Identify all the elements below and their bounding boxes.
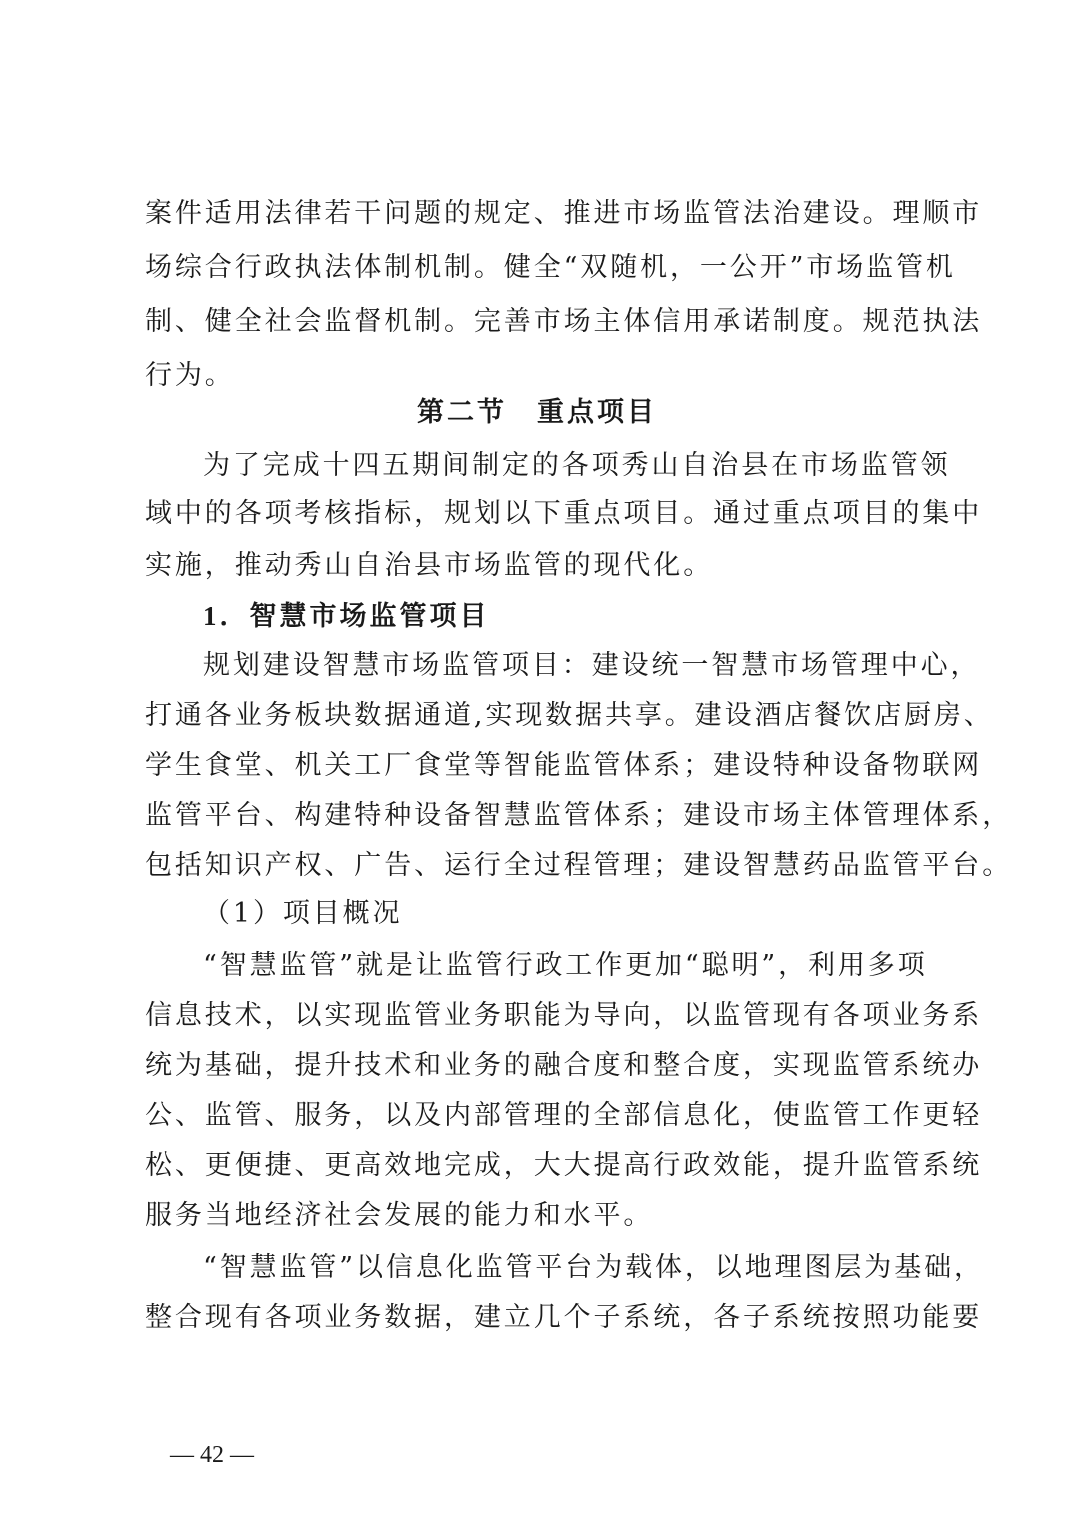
paragraph-line: 场综合行政执法体制机制。健全“双随机，一公开”市场监管机: [145, 252, 956, 283]
subheading-text: 智慧市场监管项目: [249, 601, 490, 632]
paragraph-line: 为了完成十四五期间制定的各项秀山自治县在市场监管领: [203, 450, 951, 481]
paragraph-line: “智慧监管”就是让监管行政工作更加“聪明”，利用多项: [203, 950, 928, 981]
paragraph-line: 学生食堂、机关工厂食堂等智能监管体系；建设特种设备物联网: [145, 750, 983, 781]
paragraph-line: 公、监管、服务，以及内部管理的全部信息化，使监管工作更轻: [145, 1100, 983, 1131]
paragraph-line: 包括知识产权、广告、运行全过程管理；建设智慧药品监管平台。: [145, 850, 1013, 881]
paragraph-line: 域中的各项考核指标，规划以下重点项目。通过重点项目的集中: [145, 498, 983, 529]
paragraph-line: 服务当地经济社会发展的能力和水平。: [145, 1200, 654, 1231]
paragraph-line: 打通各业务板块数据通道,实现数据共享。建设酒店餐饮店厨房、: [145, 700, 994, 731]
subheading-number: 1．: [203, 601, 250, 631]
paragraph-line: 行为。: [145, 360, 235, 391]
paragraph-line: 制、健全社会监督机制。完善市场主体信用承诺制度。规范执法: [145, 306, 983, 337]
page-number: — 42 —: [170, 1442, 254, 1468]
paragraph-line: 案件适用法律若干问题的规定、推进市场监管法治建设。理顺市: [145, 198, 983, 229]
paragraph-line: 规划建设智慧市场监管项目：建设统一智慧市场管理中心，: [203, 650, 981, 681]
paragraph-line: 信息技术，以实现监管业务职能为导向，以监管现有各项业务系: [145, 1000, 983, 1031]
paragraph-line: 松、更便捷、更高效地完成，大大提高行政效能，提升监管系统: [145, 1150, 983, 1181]
subheading: [203, 598, 490, 635]
section-heading: 第二节 重点项目: [417, 397, 657, 428]
paragraph-line: 实施，推动秀山自治县市场监管的现代化。: [145, 550, 714, 581]
paragraph-line: “智慧监管”以信息化监管平台为载体，以地理图层为基础，: [203, 1252, 984, 1283]
paragraph-line: 监管平台、构建特种设备智慧监管体系；建设市场主体管理体系，: [145, 800, 1013, 831]
paragraph-line: 整合现有各项业务数据，建立几个子系统，各子系统按照功能要: [145, 1302, 983, 1333]
item-heading: （1）项目概况: [203, 898, 403, 929]
paragraph-line: 统为基础，提升技术和业务的融合度和整合度，实现监管系统办: [145, 1050, 983, 1081]
